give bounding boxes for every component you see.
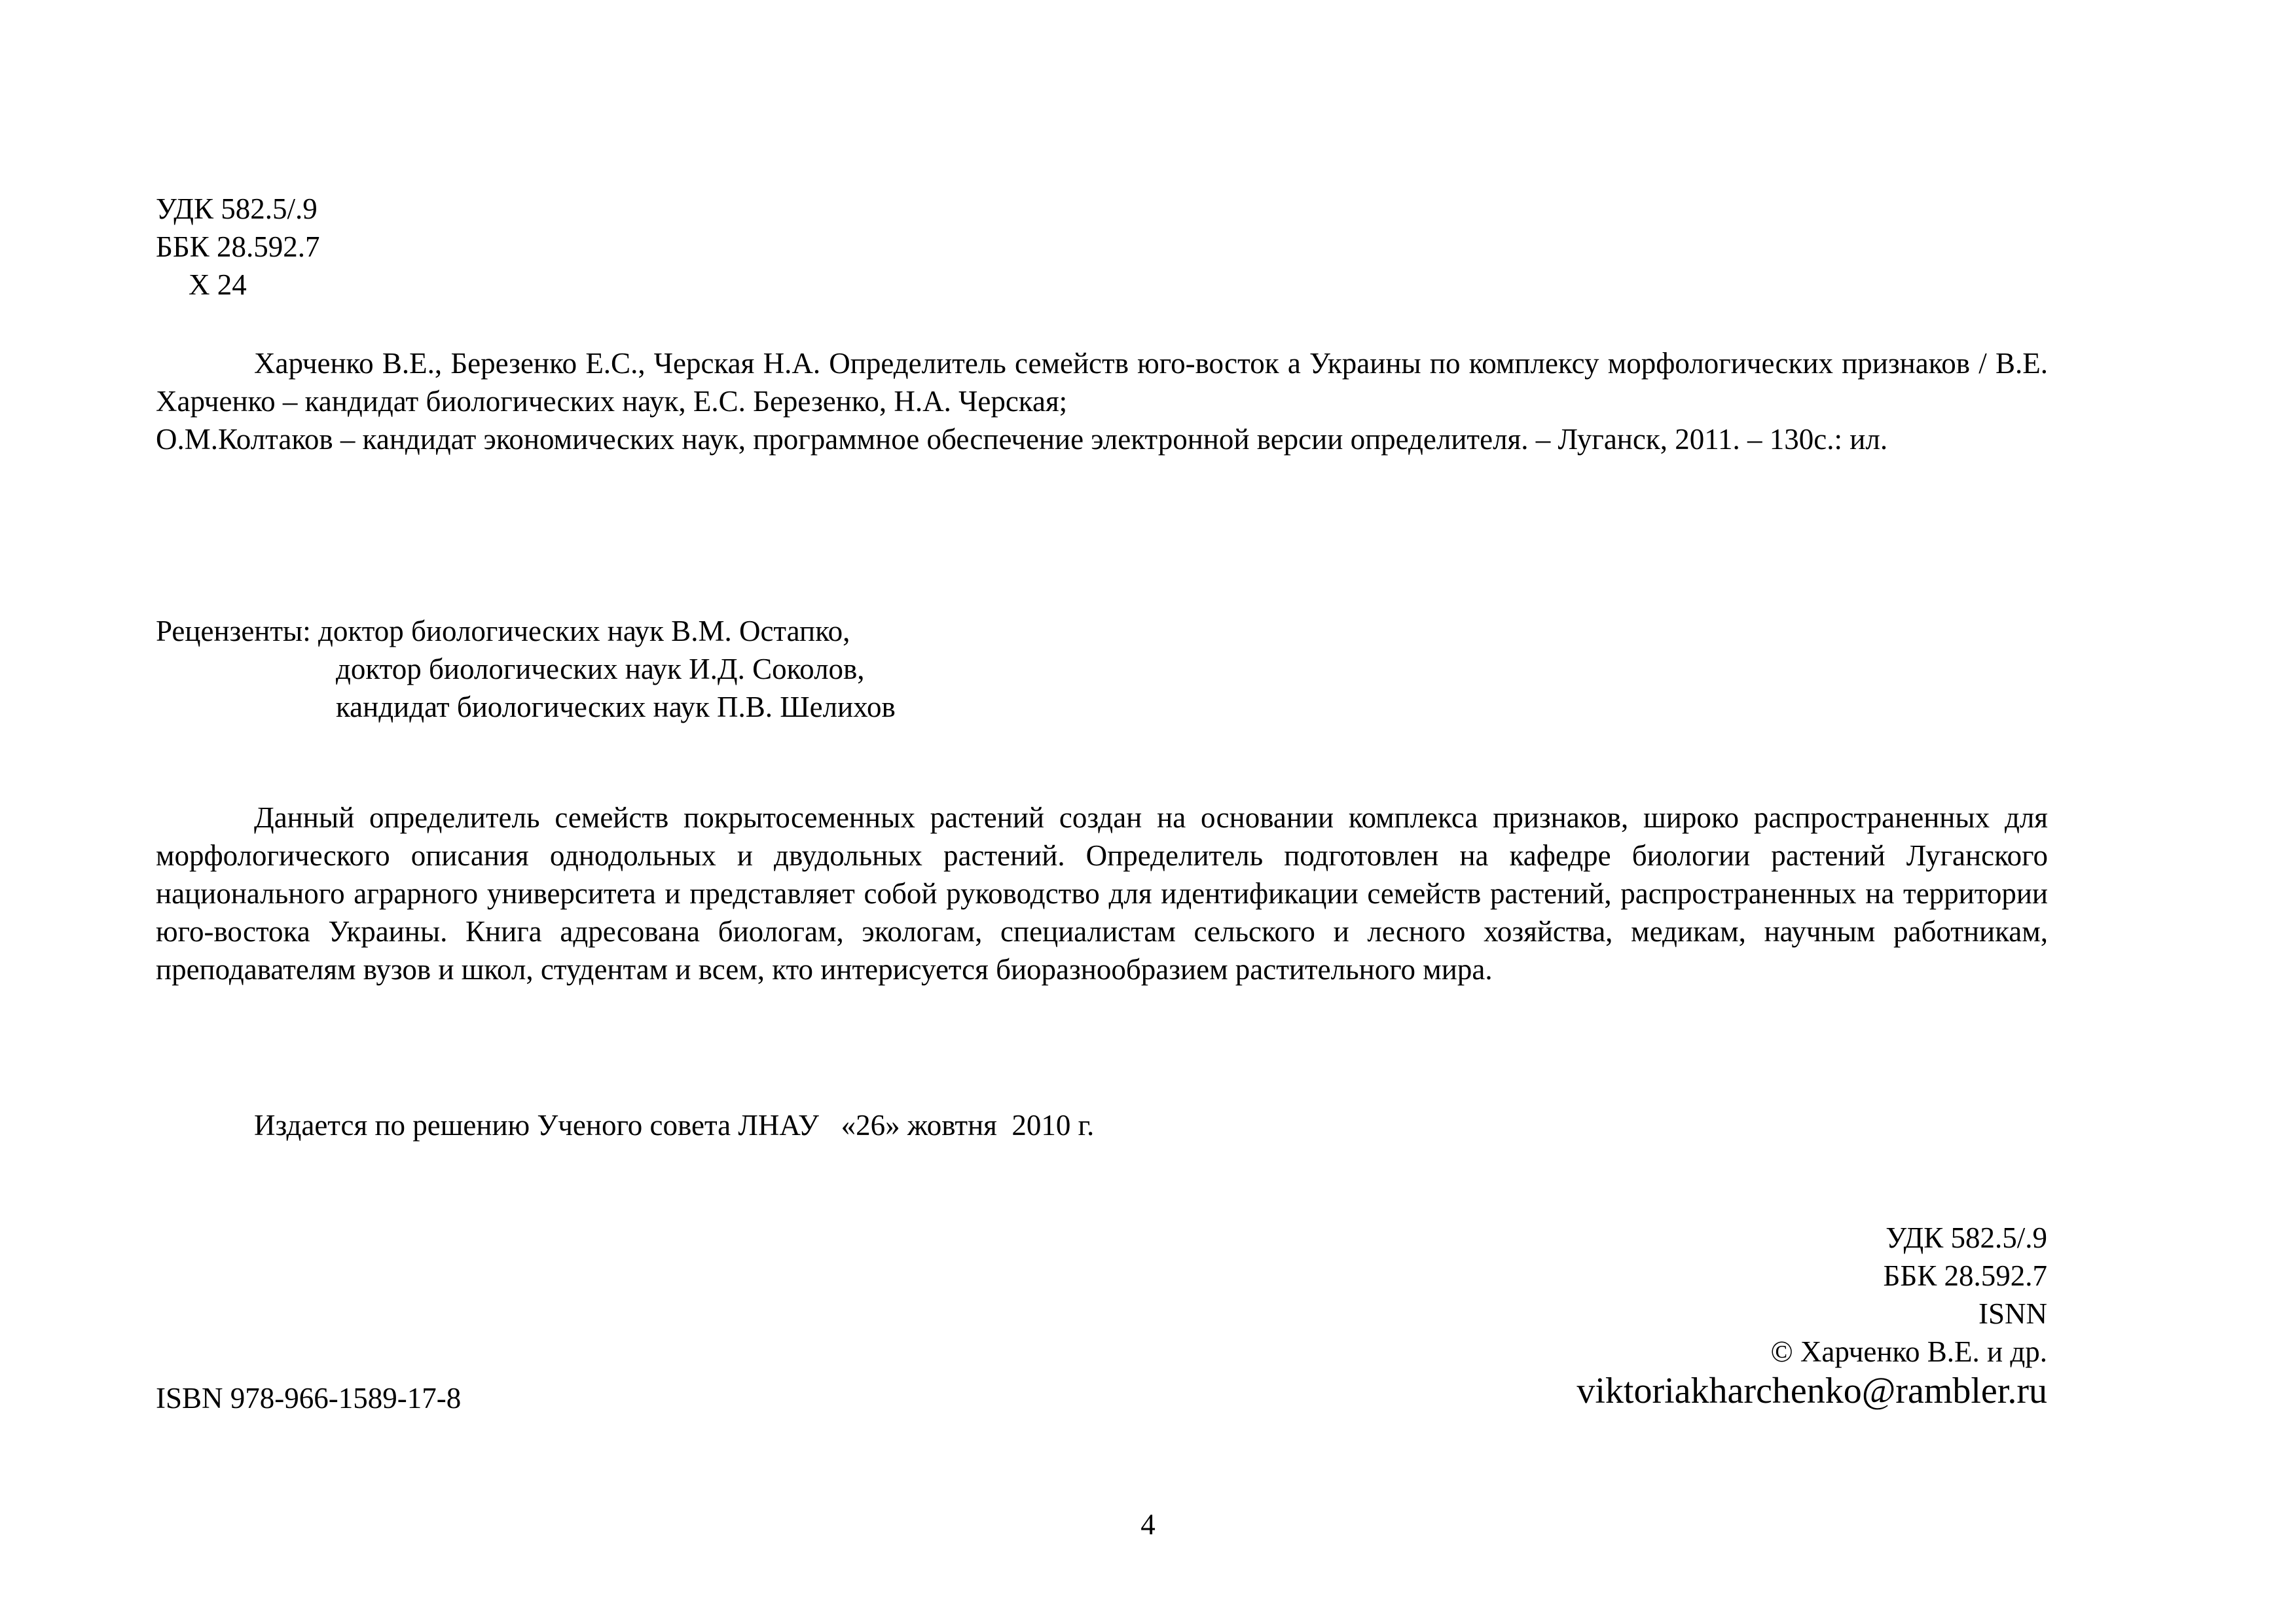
author-mark: Х 24 xyxy=(189,268,247,301)
classification-codes xyxy=(156,190,319,304)
copyright-notice: © Харченко В.Е. и др. xyxy=(1770,1335,2047,1368)
udk-code: УДК 582.5/.9 xyxy=(1886,1221,2047,1254)
citation-publication: О.М.Колтаков – кандидат экономических наук, программное обеспечение электронной версии определителя. – Луганск, 2011. – 130с.: ил. xyxy=(156,423,1888,456)
reviewer-item: доктор биологических наук В.М. Остапко, xyxy=(318,615,850,647)
reviewer-item: кандидат биологических наук П.В. Шелихов xyxy=(336,691,896,723)
bibliographic-citation xyxy=(156,344,2048,458)
isnn-label: ISNN xyxy=(1978,1297,2047,1330)
bbk-code: ББК 28.592.7 xyxy=(1883,1259,2047,1292)
reviewer-item: доктор биологических наук И.Д. Соколов, xyxy=(336,653,865,685)
page-number: 4 xyxy=(1140,1508,1156,1541)
reviewers-label: Рецензенты: xyxy=(156,615,311,647)
udk-code: УДК 582.5/.9 xyxy=(156,192,318,225)
reviewers-block xyxy=(156,612,896,726)
contact-email: viktoriakharchenko@rambler.ru xyxy=(1576,1371,2047,1411)
bbk-code: ББК 28.592.7 xyxy=(156,230,320,263)
isbn-number: ISBN 978-966-1589-17-8 xyxy=(156,1382,462,1415)
publication-approval-note: Издается по решению Ученого совета ЛНАУ «26» жовтня 2010 г. xyxy=(254,1109,1095,1142)
annotation-paragraph: Данный определитель семейств покрытосеменных растений создан на основании комплекса признаков, широко распространенных для морфологического описания однодольных и двудольных растений. Определитель подготовлен на кафедре биологии растений Луганского национального аграрного университета и представляет собой руководство для идентификации семейств растений, распространенных на территории юго-востока Украины. Книга адресована биологам, экологам, специалистам сельского и лесного хозяйства, медикам, научным работникам, преподавателям вузов и школ, студентам и всем, кто интерисуется биоразнообразием растительного мира. xyxy=(156,801,2048,986)
copyright-block xyxy=(1576,1219,2047,1411)
citation-authors: Харченко В.Е., Березенко Е.С., Черская Н.А. Определитель семейств юго-восток а Украины по комплексу морфологических признаков / В.Е. Харченко – кандидат биологических наук, Е.С. Березенко, Н.А. Черская; xyxy=(156,347,2048,418)
